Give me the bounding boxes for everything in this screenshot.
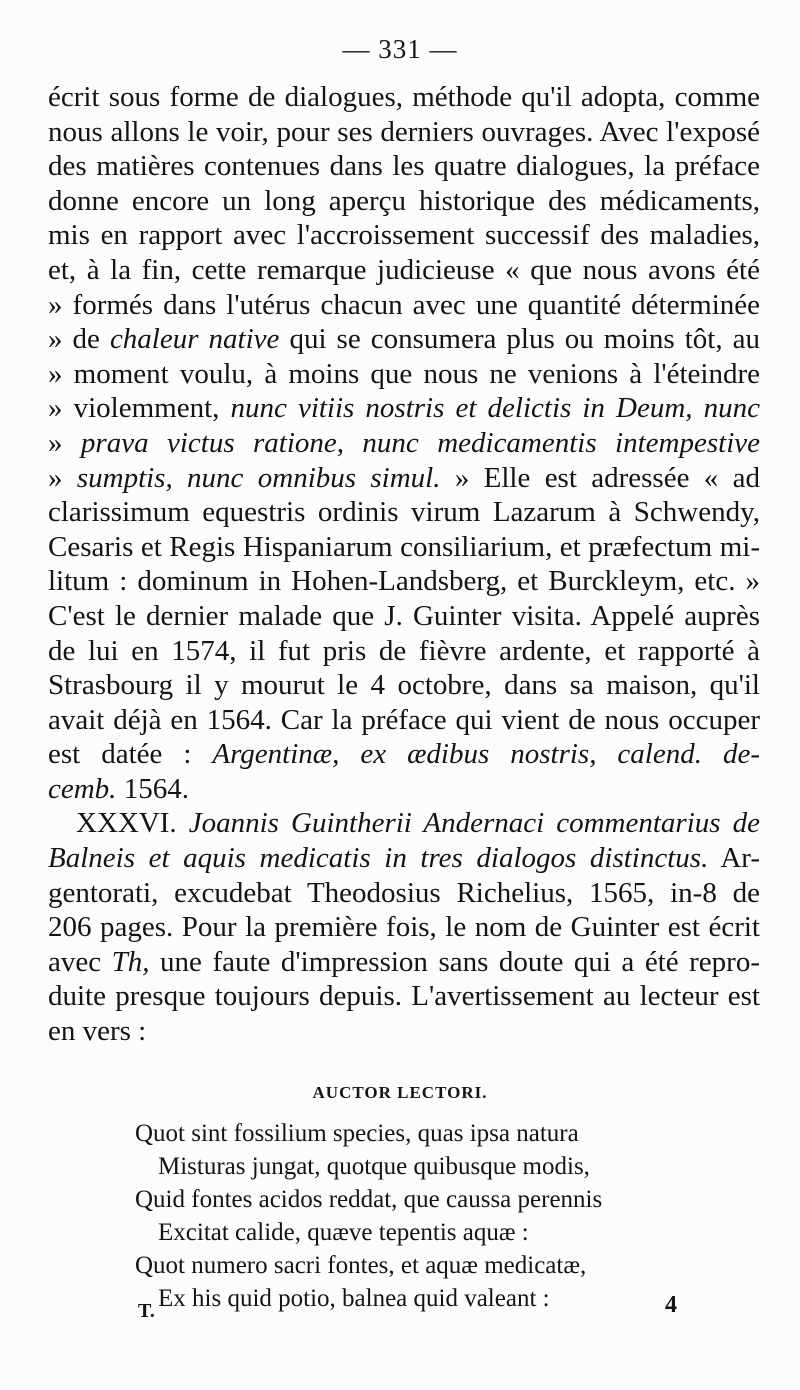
roman-text: clarissimum equestris ordinis virum Lazarum à Schwendy, bbox=[48, 496, 760, 529]
roman-text: en vers : bbox=[48, 1015, 147, 1048]
poem-verse: Excitat calide, quæve tepentis aquæ : bbox=[158, 1219, 529, 1246]
poem-title: AUCTOR LECTORI. bbox=[312, 1083, 488, 1102]
roman-text: Cesaris et Regis Hispaniarum consiliarium, et præfectum mi- bbox=[48, 530, 760, 563]
text-line bbox=[48, 979, 760, 1014]
text-line bbox=[48, 461, 760, 496]
roman-text: Strasbourg il y mourut le 4 octobre, dans sa maison, qu'il bbox=[48, 669, 760, 702]
poem-verse: Quot sint fossilium species, quas ipsa natura bbox=[135, 1120, 579, 1147]
italic-text: cemb. bbox=[48, 772, 117, 805]
signature-mark-right: 4 bbox=[665, 1292, 677, 1318]
text-line bbox=[48, 703, 760, 738]
roman-text: duite presque toujours depuis. L'avertissement au lecteur est bbox=[48, 980, 760, 1013]
text-line bbox=[48, 599, 760, 634]
italic-text: Argentinæ, ex ædibus nostris, calend. de- bbox=[212, 738, 760, 771]
text-line bbox=[48, 357, 760, 392]
text-line bbox=[48, 115, 760, 150]
poem-verse: Quid fontes acidos reddat, que caussa perennis bbox=[135, 1186, 603, 1213]
italic-text: chaleur native bbox=[109, 323, 280, 356]
roman-text: qui se consumera plus ou moins tôt, au bbox=[279, 323, 760, 356]
roman-text: une faute d'impression sans doute qui a été repro- bbox=[149, 945, 760, 978]
roman-text: avait déjà en 1564. Car la préface qui vient de nous occuper bbox=[48, 703, 760, 736]
roman-text: C'est le dernier malade que J. Guinter visita. Appelé auprès bbox=[48, 599, 760, 632]
signature-mark-left: T. bbox=[138, 1300, 155, 1322]
roman-text: et, à la fin, cette remarque judicieuse « que nous avons été bbox=[48, 253, 760, 286]
roman-text: écrit sous forme de dialogues, méthode qu'il adopta, comme bbox=[48, 81, 760, 113]
text-line bbox=[48, 426, 760, 461]
roman-text: » violemment, bbox=[48, 392, 231, 425]
text-line bbox=[48, 772, 760, 807]
roman-text: » moment voulu, à moins que nous ne venions à l'éteindre bbox=[48, 357, 760, 390]
roman-text: donne encore un long aperçu historique des médicaments, bbox=[48, 184, 760, 217]
text-line bbox=[48, 737, 760, 772]
text-line bbox=[48, 391, 760, 426]
roman-text: 206 pages. Pour la première fois, le nom de Guinter est écrit bbox=[48, 911, 760, 944]
text-line bbox=[48, 876, 760, 911]
roman-text: 1564. bbox=[116, 772, 189, 805]
poem-verse: Ex his quid potio, balnea quid valeant : bbox=[158, 1285, 550, 1312]
roman-text: XXXVI. bbox=[76, 807, 189, 840]
text-line bbox=[48, 634, 760, 669]
poem-verse: Misturas jungat, quotque quibusque modis, bbox=[158, 1153, 590, 1180]
roman-text: » bbox=[48, 426, 81, 459]
text-line bbox=[48, 495, 760, 530]
roman-text: » Elle est adressée « ad bbox=[440, 461, 760, 494]
roman-text: gentorati, excudebat Theodosius Richelius, 1565, in-8 de bbox=[48, 876, 760, 909]
roman-text: de lui en 1574, il fut pris de fièvre ardente, et rapporté à bbox=[48, 634, 760, 667]
italic-text: Joannis Guintherii Andernaci commentarius de bbox=[188, 807, 760, 840]
roman-text: des matières contenues dans les quatre dialogues, la préface bbox=[48, 150, 760, 183]
text-line bbox=[48, 945, 760, 980]
text-line bbox=[48, 841, 760, 876]
text-line bbox=[48, 288, 760, 323]
text-line bbox=[48, 253, 760, 288]
page-number: — 331 — bbox=[342, 34, 458, 64]
roman-text: Ar- bbox=[708, 842, 761, 875]
text-line bbox=[48, 668, 760, 703]
roman-text: avec bbox=[48, 945, 112, 978]
poem-verse: Quot numero sacri fontes, et aquæ medicatæ, bbox=[135, 1252, 587, 1279]
italic-text: Balneis et aquis medicatis in tres dialogos distinctus. bbox=[48, 842, 709, 875]
roman-text: » bbox=[48, 461, 77, 494]
text-line bbox=[48, 80, 760, 115]
text-line bbox=[48, 184, 760, 219]
text-line bbox=[48, 322, 760, 357]
italic-text: prava victus ratione, nunc medicamentis intempestive bbox=[80, 426, 760, 459]
text-line bbox=[48, 564, 760, 599]
italic-text: sumptis, nunc omnibus simul. bbox=[76, 461, 441, 494]
italic-text: Th, bbox=[111, 945, 150, 978]
roman-text: » de bbox=[48, 323, 110, 356]
roman-text: » formés dans l'utérus chacun avec une quantité déterminée bbox=[48, 288, 760, 321]
roman-text: mis en rapport avec l'accroissement successif des maladies, bbox=[48, 219, 760, 252]
text-line bbox=[48, 530, 760, 565]
text-line bbox=[48, 149, 760, 184]
text-line bbox=[48, 1014, 760, 1049]
roman-text: litum : dominum in Hohen-Landsberg, et Burckleym, etc. » bbox=[48, 565, 760, 598]
text-line bbox=[48, 910, 760, 945]
body-text bbox=[48, 80, 760, 1049]
roman-text: nous allons le voir, pour ses derniers ouvrages. Avec l'exposé bbox=[48, 115, 760, 148]
text-line bbox=[48, 806, 760, 841]
roman-text: est datée : bbox=[48, 738, 213, 771]
italic-text: nunc vitiis nostris et delictis in Deum, nunc bbox=[230, 392, 761, 425]
text-line bbox=[48, 218, 760, 253]
